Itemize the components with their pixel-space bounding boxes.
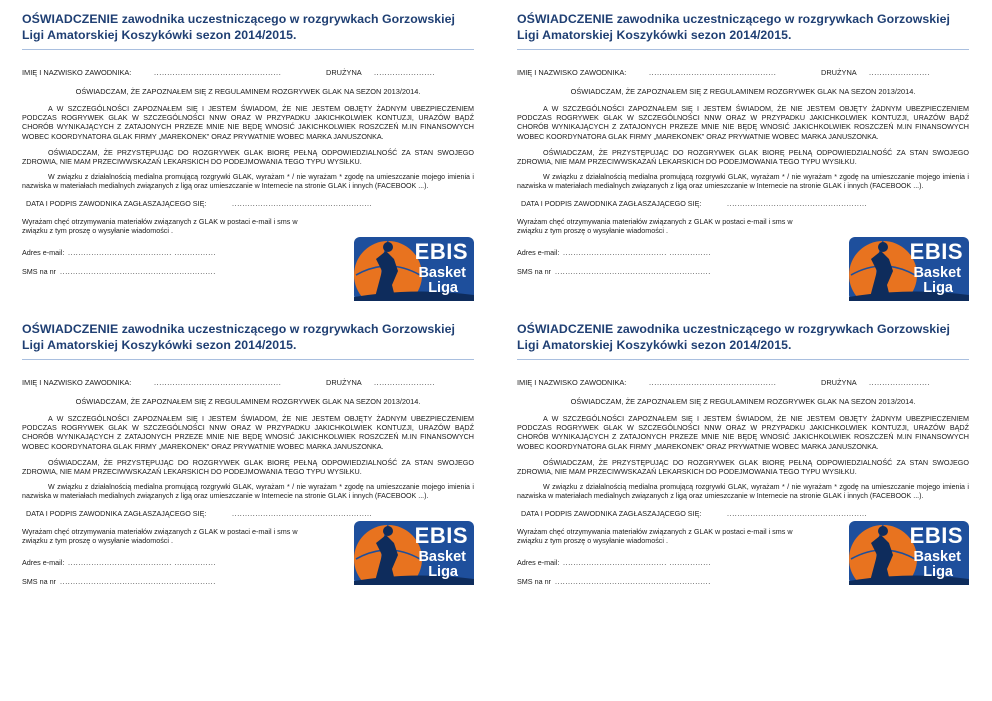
newsletter-consent: Wyrażam chęć otrzymywania materiałów związanych z GLAK w postaci e-mail i sms w związku z tym proszę o wysyłanie wiadomości .	[517, 216, 793, 236]
media-consent-statement: W związku z działalnością medialna promującą rozgrywki GLAK, wyrażam * / nie wyrażam * zgodę na umieszczanie mojego imienia i nazwiska w materiałach medialnych związanych z ligą oraz umieszczanie w Internecie na stronie GLAK i innych (FACEBOOK ...).	[22, 483, 474, 501]
media-consent-statement: W związku z działalnością medialna promującą rozgrywki GLAK, wyrażam * / nie wyrażam * zgodę na umieszczanie mojego imienia i nazwiska w materiałach medialnych związanych z ligą oraz umieszczanie w Internecie na stronie GLAK i innych (FACEBOOK ...).	[22, 173, 474, 191]
email-label: Adres e-mail:	[517, 247, 560, 257]
email-label: Adres e-mail:	[22, 247, 65, 257]
email-field: ........................................ ................	[563, 247, 712, 257]
media-consent-statement: W związku z działalnością medialna promującą rozgrywki GLAK, wyrażam * / nie wyrażam * zgodę na umieszczanie mojego imienia i nazwiska w materiałach medialnych związanych z ligą oraz umieszczanie w Internecie na stronie GLAK i innych (FACEBOOK ...).	[517, 173, 969, 191]
signature-row	[517, 509, 969, 519]
player-name-field: ................................................	[154, 378, 282, 387]
insurance-statement: A W SZCZEGÓLNOŚCI ZAPOZNAŁEM SIĘ I JESTEM ŚWIADOM, ŻE NIE JESTEM OBJĘTY ŻADNYM UBEZPIECZENIEM PODCZAS ROGRYWEK GLAK W SZCZEGÓLNOŚCI NNW ORAZ W PRZYPADKU JAKICHKOLWIEK KONTUZJI, URAZÓW BĄDŹ CHORÓB WYNIKAJĄCYCH Z ZATAJONYCH PRZEZE MNIE NIE BĘDĘ WNOSIĆ JAKICHKOLWIEK ROSZCZEŃ M.IN FINANSOWYCH WOBEC KOORDYNATORA GLAK FIRMY „MAREKONEK” ORAZ PRYWATNIE WOBEC MARKA JANUSZONKA.	[517, 414, 969, 451]
signature-label: DATA I PODPIS ZAWODNIKA ZAGŁASZAJĄCEGO SIĘ:	[26, 198, 207, 208]
sms-label: SMS na nr	[517, 266, 551, 276]
title-divider	[22, 359, 474, 360]
health-statement: OŚWIADCZAM, ŻE PRZYSTĘPUJĄC DO ROZGRYWEK GLAK BIORĘ PEŁNĄ ODPOWIEDZIALNOŚĆ ZA STAN SWOJEGO ZDROWIA, NIE MAM PRZECIWWSKAZAŃ LEKARSKICH DO PODEJMOWANIA TEGO TYPU WYSIŁKU.	[22, 147, 474, 167]
sms-label: SMS na nr	[22, 266, 56, 276]
logo-liga-text: Liga	[923, 280, 953, 296]
logo-ebis-text: EBIS	[909, 523, 963, 548]
title-divider	[22, 49, 474, 50]
statement-form-card-bottom-left	[22, 321, 474, 621]
title-divider	[517, 49, 969, 50]
logo-basket-text: Basket	[418, 549, 466, 565]
signature-row	[22, 199, 474, 209]
health-statement: OŚWIADCZAM, ŻE PRZYSTĘPUJĄC DO ROZGRYWEK GLAK BIORĘ PEŁNĄ ODPOWIEDZIALNOŚĆ ZA STAN SWOJEGO ZDROWIA, NIE MAM PRZECIWWSKAZAŃ LEKARSKICH DO PODEJMOWANIA TEGO TYPU WYSIŁKU.	[22, 457, 474, 477]
email-field: ........................................ ................	[563, 557, 712, 567]
form-title: OŚWIADCZENIE zawodnika uczestniczącego w rozgrywkach Gorzowskiej Ligi Amatorskiej Koszykówki sezon 2014/2015.	[517, 322, 951, 352]
player-name-field: ................................................	[649, 378, 777, 387]
logo-ebis-text: EBIS	[414, 239, 468, 264]
logo-ebis-text: EBIS	[909, 239, 963, 264]
email-label: Adres e-mail:	[517, 557, 560, 567]
logo-liga-text: Liga	[428, 280, 458, 296]
form-title: OŚWIADCZENIE zawodnika uczestniczącego w rozgrywkach Gorzowskiej Ligi Amatorskiej Koszykówki sezon 2014/2015.	[22, 322, 456, 352]
logo-basket-text: Basket	[913, 265, 961, 281]
insurance-statement: A W SZCZEGÓLNOŚCI ZAPOZNAŁEM SIĘ I JESTEM ŚWIADOM, ŻE NIE JESTEM OBJĘTY ŻADNYM UBEZPIECZENIEM PODCZAS ROGRYWEK GLAK W SZCZEGÓLNOŚCI NNW ORAZ W PRZYPADKU JAKICHKOLWIEK KONTUZJI, URAZÓW BĄDŹ CHORÓB WYNIKAJĄCYCH Z ZATAJONYCH PRZEZE MNIE NIE BĘDĘ WNOSIĆ JAKICHKOLWIEK ROSZCZEŃ M.IN FINANSOWYCH WOBEC KOORDYNATORA GLAK FIRMY „MAREKONEK” ORAZ PRYWATNIE WOBEC MARKA JANUSZONKA.	[517, 104, 969, 141]
ebis-basket-liga-logo	[354, 521, 474, 585]
player-name-field: ................................................	[154, 68, 282, 77]
team-label: DRUŻYNA	[326, 378, 362, 387]
signature-field: ......................................................	[232, 198, 372, 208]
team-label: DRUŻYNA	[821, 378, 857, 387]
health-statement: OŚWIADCZAM, ŻE PRZYSTĘPUJĄC DO ROZGRYWEK GLAK BIORĘ PEŁNĄ ODPOWIEDZIALNOŚĆ ZA STAN SWOJEGO ZDROWIA, NIE MAM PRZECIWWSKAZAŃ LEKARSKICH DO PODEJMOWANIA TEGO TYPU WYSIŁKU.	[517, 457, 969, 477]
newsletter-consent: Wyrażam chęć otrzymywania materiałów związanych z GLAK w postaci e-mail i sms w związku z tym proszę o wysyłanie wiadomości .	[517, 526, 793, 546]
signature-row	[22, 509, 474, 519]
media-consent-statement: W związku z działalnością medialna promującą rozgrywki GLAK, wyrażam * / nie wyrażam * zgodę na umieszczanie mojego imienia i nazwiska w materiałach medialnych związanych z ligą oraz umieszczanie w Internecie na stronie GLAK i innych (FACEBOOK ...).	[517, 483, 969, 501]
regulations-statement: OŚWIADCZAM, ŻE ZAPOZNAŁEM SIĘ Z REGULAMINEM ROZGRYWEK GLAK NA SEZON 2013/2014.	[75, 397, 421, 406]
sms-field: ............................................................	[60, 576, 216, 586]
newsletter-consent: Wyrażam chęć otrzymywania materiałów związanych z GLAK w postaci e-mail i sms w związku z tym proszę o wysyłanie wiadomości .	[22, 216, 298, 236]
name-team-row	[517, 68, 969, 78]
signature-field: ......................................................	[727, 198, 867, 208]
sms-label: SMS na nr	[22, 576, 56, 586]
regulations-statement: OŚWIADCZAM, ŻE ZAPOZNAŁEM SIĘ Z REGULAMINEM ROZGRYWEK GLAK NA SEZON 2013/2014.	[75, 87, 421, 96]
team-label: DRUŻYNA	[326, 68, 362, 77]
insurance-statement: A W SZCZEGÓLNOŚCI ZAPOZNAŁEM SIĘ I JESTEM ŚWIADOM, ŻE NIE JESTEM OBJĘTY ŻADNYM UBEZPIECZENIEM PODCZAS ROGRYWEK GLAK W SZCZEGÓLNOŚCI NNW ORAZ W PRZYPADKU JAKICHKOLWIEK KONTUZJI, URAZÓW BĄDŹ CHORÓB WYNIKAJĄCYCH Z ZATAJONYCH PRZEZE MNIE NIE BĘDĘ WNOSIĆ JAKICHKOLWIEK ROSZCZEŃ M.IN FINANSOWYCH WOBEC KOORDYNATORA GLAK FIRMY „MAREKONEK” ORAZ PRYWATNIE WOBEC MARKA JANUSZONKA.	[22, 414, 474, 451]
player-name-label: IMIĘ I NAZWISKO ZAWODNIKA:	[22, 68, 132, 77]
signature-row	[517, 199, 969, 209]
ebis-basket-liga-logo	[849, 237, 969, 301]
email-field: ........................................ ................	[68, 247, 217, 257]
statement-form-card-top-left	[22, 11, 474, 311]
sms-label: SMS na nr	[517, 576, 551, 586]
team-field: .......................	[374, 378, 436, 387]
form-title: OŚWIADCZENIE zawodnika uczestniczącego w rozgrywkach Gorzowskiej Ligi Amatorskiej Koszykówki sezon 2014/2015.	[517, 12, 951, 42]
team-field: .......................	[869, 68, 931, 77]
logo-basket-text: Basket	[418, 265, 466, 281]
newsletter-consent: Wyrażam chęć otrzymywania materiałów związanych z GLAK w postaci e-mail i sms w związku z tym proszę o wysyłanie wiadomości .	[22, 526, 298, 546]
signature-label: DATA I PODPIS ZAWODNIKA ZAGŁASZAJĄCEGO SIĘ:	[26, 508, 207, 518]
health-statement: OŚWIADCZAM, ŻE PRZYSTĘPUJĄC DO ROZGRYWEK GLAK BIORĘ PEŁNĄ ODPOWIEDZIALNOŚĆ ZA STAN SWOJEGO ZDROWIA, NIE MAM PRZECIWWSKAZAŃ LEKARSKICH DO PODEJMOWANIA TEGO TYPU WYSIŁKU.	[517, 147, 969, 167]
name-team-row	[22, 378, 474, 388]
name-team-row	[517, 378, 969, 388]
email-field: ........................................ ................	[68, 557, 217, 567]
regulations-statement: OŚWIADCZAM, ŻE ZAPOZNAŁEM SIĘ Z REGULAMINEM ROZGRYWEK GLAK NA SEZON 2013/2014.	[570, 397, 916, 406]
statement-form-card-top-right	[517, 11, 969, 311]
name-team-row	[22, 68, 474, 78]
signature-field: ......................................................	[727, 508, 867, 518]
signature-label: DATA I PODPIS ZAWODNIKA ZAGŁASZAJĄCEGO SIĘ:	[521, 508, 702, 518]
signature-field: ......................................................	[232, 508, 372, 518]
title-divider	[517, 359, 969, 360]
logo-liga-text: Liga	[428, 564, 458, 580]
player-name-label: IMIĘ I NAZWISKO ZAWODNIKA:	[517, 68, 627, 77]
sms-field: ............................................................	[60, 266, 216, 276]
statement-form-card-bottom-right	[517, 321, 969, 621]
form-title: OŚWIADCZENIE zawodnika uczestniczącego w rozgrywkach Gorzowskiej Ligi Amatorskiej Koszykówki sezon 2014/2015.	[22, 12, 456, 42]
team-label: DRUŻYNA	[821, 68, 857, 77]
sms-field: ............................................................	[555, 266, 711, 276]
ebis-basket-liga-logo	[849, 521, 969, 585]
player-name-field: ................................................	[649, 68, 777, 77]
ebis-basket-liga-logo	[354, 237, 474, 301]
regulations-statement: OŚWIADCZAM, ŻE ZAPOZNAŁEM SIĘ Z REGULAMINEM ROZGRYWEK GLAK NA SEZON 2013/2014.	[570, 87, 916, 96]
team-field: .......................	[869, 378, 931, 387]
sms-field: ............................................................	[555, 576, 711, 586]
player-name-label: IMIĘ I NAZWISKO ZAWODNIKA:	[517, 378, 627, 387]
team-field: .......................	[374, 68, 436, 77]
insurance-statement: A W SZCZEGÓLNOŚCI ZAPOZNAŁEM SIĘ I JESTEM ŚWIADOM, ŻE NIE JESTEM OBJĘTY ŻADNYM UBEZPIECZENIEM PODCZAS ROGRYWEK GLAK W SZCZEGÓLNOŚCI NNW ORAZ W PRZYPADKU JAKICHKOLWIEK KONTUZJI, URAZÓW BĄDŹ CHORÓB WYNIKAJĄCYCH Z ZATAJONYCH PRZEZE MNIE NIE BĘDĘ WNOSIĆ JAKICHKOLWIEK ROSZCZEŃ M.IN FINANSOWYCH WOBEC KOORDYNATORA GLAK FIRMY „MAREKONEK” ORAZ PRYWATNIE WOBEC MARKA JANUSZONKA.	[22, 104, 474, 141]
player-name-label: IMIĘ I NAZWISKO ZAWODNIKA:	[22, 378, 132, 387]
logo-basket-text: Basket	[913, 549, 961, 565]
email-label: Adres e-mail:	[22, 557, 65, 567]
signature-label: DATA I PODPIS ZAWODNIKA ZAGŁASZAJĄCEGO SIĘ:	[521, 198, 702, 208]
logo-liga-text: Liga	[923, 564, 953, 580]
logo-ebis-text: EBIS	[414, 523, 468, 548]
